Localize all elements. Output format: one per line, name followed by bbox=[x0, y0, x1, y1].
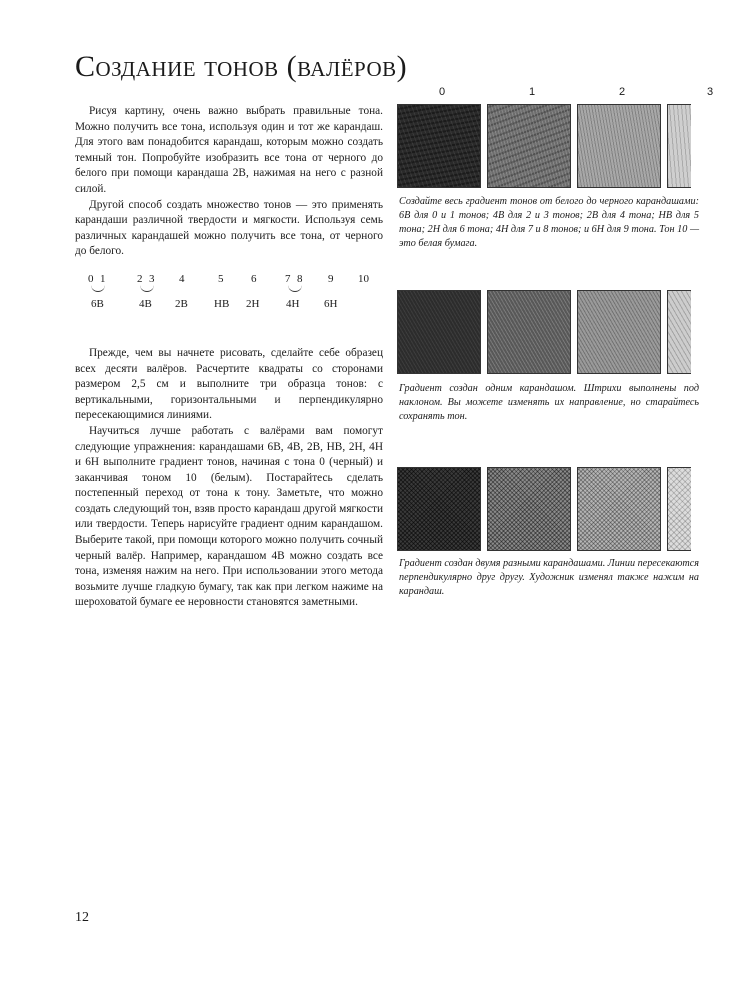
figure1-number: 0 bbox=[439, 86, 446, 98]
figure3-caption: Градиент создан двумя разными карандашами. Линии пересекаются перпендикулярно друг другу. Художник изменял также нажим на карандаш. bbox=[399, 558, 699, 597]
tone-swatch bbox=[577, 467, 661, 551]
figure1-swatches bbox=[397, 104, 691, 188]
figure1-tone-numbers bbox=[397, 86, 750, 100]
tone-scale bbox=[75, 272, 383, 328]
tone-swatch bbox=[397, 467, 481, 551]
tone-number: 0 bbox=[88, 272, 94, 285]
tone-brace bbox=[91, 285, 105, 292]
tone-swatch bbox=[487, 104, 571, 188]
tone-swatch bbox=[397, 104, 481, 188]
figure1-number: 1 bbox=[529, 86, 536, 98]
body-text-column bbox=[75, 104, 383, 611]
paragraph-1: Рисуя картину, очень важно выбрать правильные тона. Можно получить все тона, используя один и тот же карандаш. Для этого вам понадобится карандаш, которым можно создать темный тон. Попробуйте изобразить все тона от черного до белого при помощи карандаша 2В, нажимая на него с разной силой. bbox=[75, 105, 383, 195]
tone-swatch bbox=[577, 290, 661, 374]
figure1-number: 2 bbox=[619, 86, 626, 98]
paragraph-4: Научиться лучше работать с валёрами вам помогут следующие упражнения: карандашами 6В, 4В, 2В, НВ, 2Н, 4Н и 6Н выполните градиент тонов, начиная с тона 0 (черный) и заканчивая тоном 10 (белым). Постарайтесь сделать постепенный переход от тона к тону. Заметьте, что можно создать следующий тон, взяв просто карандаш другой мягкости или твердости. Теперь нарисуйте градиент одним карандашом. Выберите такой, при помощи которого можно получить сочный черный валёр. Например, карандашом 4В можно создать все тона, изменяя нажим на него. При использовании этого метода возьмите лучше гладкую бумагу, так как при легком нажиме на шероховатой бумаге ее неровности становятся заметными. bbox=[75, 424, 383, 609]
tone-swatch bbox=[397, 290, 481, 374]
figure1-number: 3 bbox=[707, 86, 714, 98]
tone-number: 7 bbox=[285, 272, 291, 285]
pencil-grade: 6В bbox=[91, 297, 104, 310]
tone-swatch bbox=[487, 290, 571, 374]
tone-number: 3 bbox=[149, 272, 155, 285]
tone-number: 2 bbox=[137, 272, 143, 285]
pencil-grade: 4В bbox=[139, 297, 152, 310]
page-title: Создание тонов (валёров) bbox=[75, 50, 408, 83]
tone-swatch bbox=[667, 467, 691, 551]
tone-swatch bbox=[667, 290, 691, 374]
figure1-caption: Создайте весь градиент тонов от белого до черного карандашами: 6В для 0 и 1 тонов; 4В для 2 и 3 тонов; 2В для 4 тона; НВ для 5 тона; 2Н для 6 тона; 4Н для 7 и 8 тонов; и 6Н для 9 тона. Тон 10 — это белая бумага. bbox=[399, 196, 699, 249]
tone-number: 10 bbox=[358, 272, 369, 285]
figure2-caption: Градиент создан одним карандашом. Штрихи выполнены под наклоном. Вы можете изменять их направление, но старайтесь сохранять тон. bbox=[399, 383, 699, 422]
figure2-swatches bbox=[397, 290, 691, 374]
tone-number: 6 bbox=[251, 272, 257, 285]
pencil-grade: НВ bbox=[214, 297, 230, 310]
pencil-grade: 4Н bbox=[286, 297, 300, 310]
pencil-grade: 6Н bbox=[324, 297, 338, 310]
tone-number: 5 bbox=[218, 272, 224, 285]
tone-number: 4 bbox=[179, 272, 185, 285]
tone-number: 9 bbox=[328, 272, 334, 285]
tone-number: 1 bbox=[100, 272, 106, 285]
tone-brace bbox=[140, 285, 154, 292]
figure3-swatches bbox=[397, 467, 691, 551]
page-number: 12 bbox=[75, 910, 89, 925]
tone-swatch bbox=[577, 104, 661, 188]
paragraph-2: Другой способ создать множество тонов — это применять карандаши различной твердости и мягкости. Используя семь различных карандашей можно получить все тона, от черного до белого. bbox=[75, 198, 383, 258]
tone-swatch bbox=[667, 104, 691, 188]
tone-brace bbox=[288, 285, 302, 292]
paragraph-3: Прежде, чем вы начнете рисовать, сделайте себе образец всех десяти валёров. Расчертите квадраты со сторонами размером 2,5 см и выполните три образца тонов: с вертикальными, горизонтальными и перпендикулярно пересекающимися линиями. bbox=[75, 346, 383, 422]
tone-swatch bbox=[487, 467, 571, 551]
pencil-grade: 2В bbox=[175, 297, 188, 310]
tone-number: 8 bbox=[297, 272, 303, 285]
pencil-grade: 2Н bbox=[246, 297, 260, 310]
